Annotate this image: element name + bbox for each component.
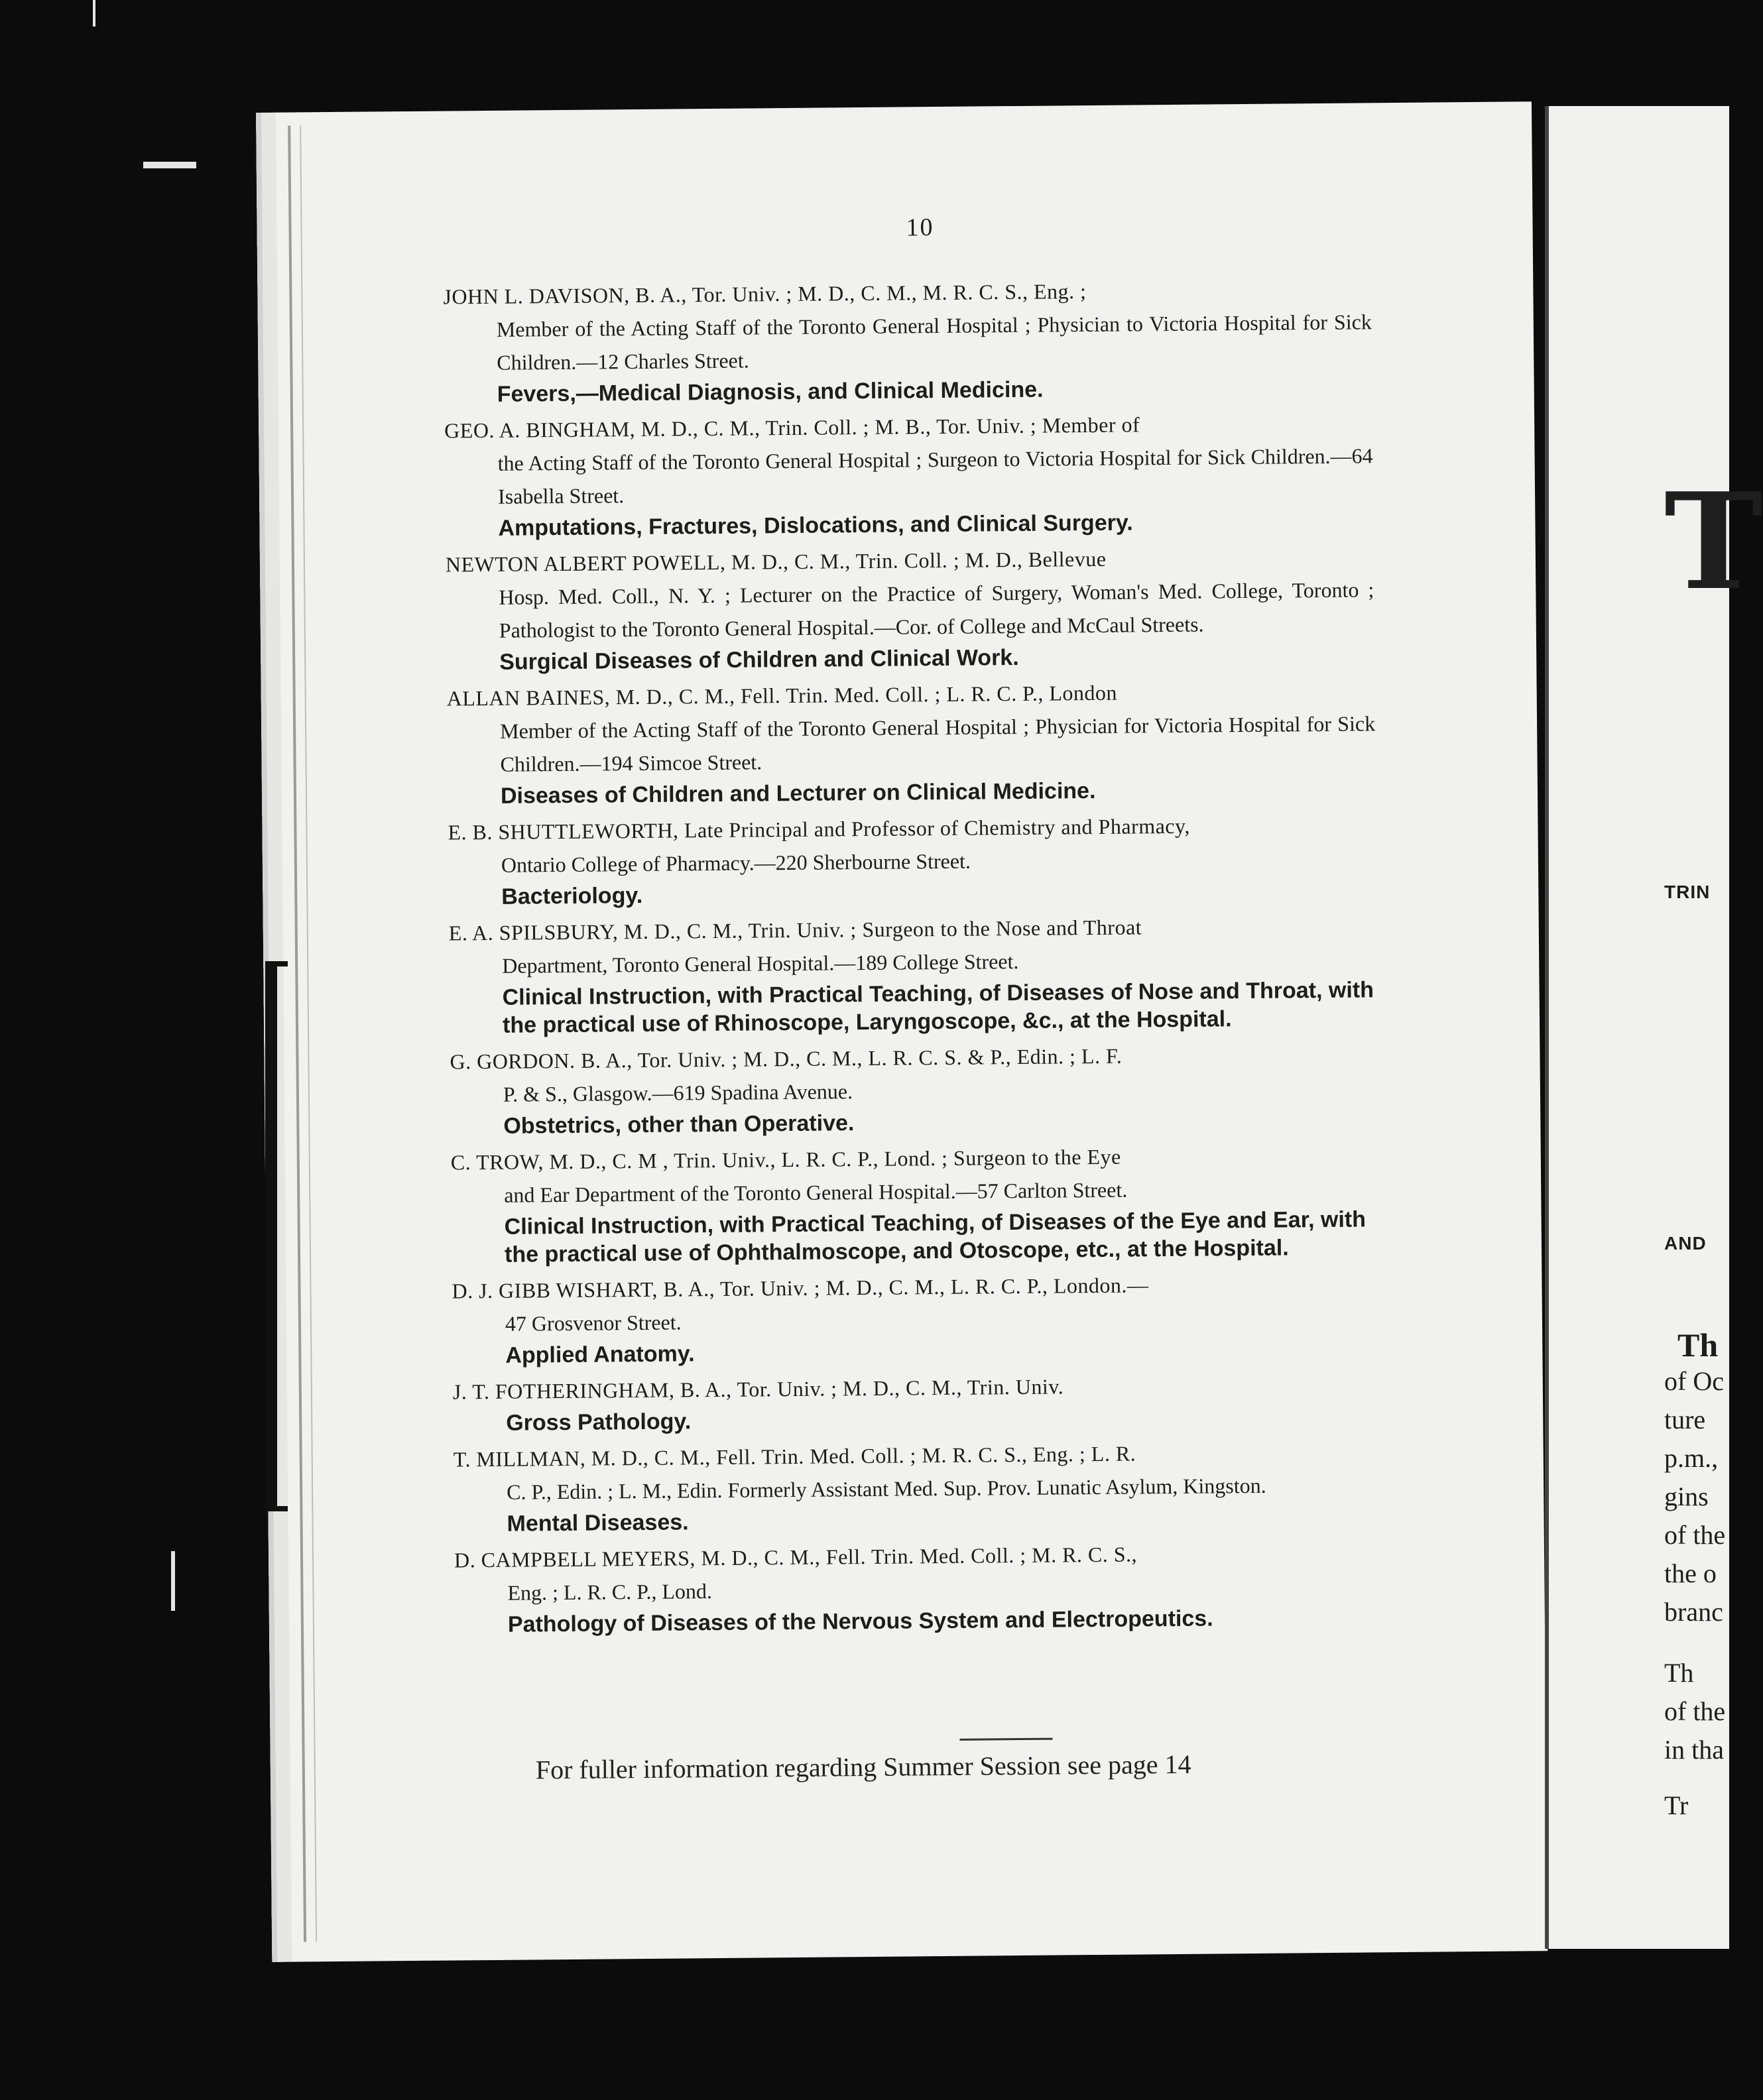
scan-mark [171,1551,175,1611]
blackletter-initial: T [1664,464,1763,620]
faculty-detail: Ontario College of Pharmacy.—220 Sherbourne Street. [501,848,971,877]
faculty-name: E. B. SHUTTLEWORTH, Late Principal and Professor of Chemistry and Pharmacy, [448,813,1191,845]
faculty-name: J. T. FOTHERINGHAM, B. A., Tor. Univ. ; M. D., C. M., Trin. Univ. [452,1374,1064,1404]
faculty-detail: Department, Toronto General Hospital.—189 College Street. [502,949,1019,978]
faculty-detail: and Ear Department of the Toronto General Hospital.—57 Carlton Street. [504,1177,1128,1207]
faculty-subject: Clinical Instruction, with Practical Teaching, of Diseases of Nose and Throat, with the practical use of Rhinoscope, Laryngoscope, &c., at the Hospital. [502,977,1374,1038]
faculty-detail: Eng. ; L. R. C. P., Lond. [507,1579,713,1605]
faculty-name: D. CAMPBELL MEYERS, M. D., C. M., Fell. Trin. Med. Coll. ; M. R. C. S., [454,1542,1138,1572]
page-border [288,126,306,1942]
scan-mark [143,162,196,168]
right-page-line: in tha [1664,1735,1724,1765]
faculty-detail: Member of the Acting Staff of the Toronto General Hospital ; Physician for Victoria Hospital for Sick Children.—194 Simcoe Street. [499,711,1376,776]
faculty-entry [454,1535,1383,1639]
right-page-line: p.m., [1664,1443,1719,1473]
right-page-line: branc [1664,1597,1723,1627]
faculty-entry [448,807,1376,911]
faculty-entry [451,1138,1380,1269]
faculty-name: E. A. SPILSBURY, M. D., C. M., Trin. Univ. ; Surgeon to the Nose and Throat [448,915,1142,945]
faculty-name: ALLAN BAINES, M. D., C. M., Fell. Trin. Med. Coll. ; L. R. C. P., London [446,680,1118,711]
right-page-line: the o [1664,1558,1717,1588]
faculty-subject: Bacteriology. [501,882,643,909]
page-number: 10 [906,213,934,242]
faculty-entry [449,908,1378,1039]
faculty-name: G. GORDON. B. A., Tor. Univ. ; M. D., C. M., L. R. C. S. & P., Edin. ; L. F. [450,1043,1123,1074]
faculty-name: JOHN L. DAVISON, B. A., Tor. Univ. ; M. D., C. M., M. R. C. S., Eng. ; [443,279,1087,309]
small-caps-heading: AND [1664,1233,1707,1254]
faculty-detail: P. & S., Glasgow.—619 Spadina Avenue. [503,1079,853,1106]
faculty-entry [447,673,1376,810]
faculty-name: T. MILLMAN, M. D., C. M., Fell. Trin. Med. Coll. ; M. R. C. S., Eng. ; L. R. [453,1441,1136,1472]
faculty-entry [450,1037,1378,1140]
margin-bracket [265,961,288,1511]
faculty-name: D. J. GIBB WISHART, B. A., Tor. Univ. ; M. D., C. M., L. R. C. P., London.— [452,1273,1149,1303]
faculty-entry [446,540,1375,676]
faculty-entry [452,1266,1380,1370]
faculty-subject: Obstetrics, other than Operative. [503,1110,855,1139]
faculty-subject: Diseases of Children and Lecturer on Clinical Medicine. [500,778,1096,809]
faculty-entry [443,272,1372,408]
faculty-subject: Clinical Instruction, with Practical Teaching, of Diseases of the Eye and Ear, with the practical use of Ophthalmoscope, and Otoscope, etc., at the Hospital. [504,1206,1367,1267]
right-page-line: of the [1664,1696,1726,1726]
faculty-subject: Mental Diseases. [507,1509,689,1537]
faculty-list [443,272,1383,1644]
faculty-detail: 47 Grosvenor Street. [505,1310,682,1336]
faculty-name: GEO. A. BINGHAM, M. D., C. M., Trin. Coll. ; M. B., Tor. Univ. ; Member of [444,412,1140,443]
large-initial-text: Th [1677,1326,1719,1364]
faculty-subject: Pathology of Diseases of the Nervous System and Electropeutics. [507,1605,1213,1637]
small-caps-heading: TRIN [1664,882,1711,902]
faculty-entry [454,1434,1382,1538]
faculty-detail: Hosp. Med. Coll., N. Y. ; Lecturer on the Practice of Surgery, Woman's Med. College, Toronto ; Pathologist to the Toronto General Hospital.—Cor. of College and McCaul Streets. [499,577,1374,642]
faculty-detail: Member of the Acting Staff of the Toronto General Hospital ; Physician to Victoria Hospital for Sick Children.—12 Charles Street. [496,310,1372,375]
scan-mark [93,0,95,27]
faculty-detail: the Acting Staff of the Toronto General Hospital ; Surgeon to Victoria Hospital for Sick Children.—64 Isabella Street. [497,443,1373,508]
faculty-subject: Surgical Diseases of Children and Clinical Work. [499,644,1019,675]
right-page-line: Th [1664,1658,1694,1688]
faculty-entry [444,406,1374,542]
faculty-subject: Fevers,—Medical Diagnosis, and Clinical Medicine. [497,377,1044,407]
faculty-subject: Applied Anatomy. [505,1341,695,1368]
right-page-line: Tr [1664,1790,1689,1820]
faculty-subject: Gross Pathology. [506,1409,692,1436]
faculty-entry [453,1367,1382,1437]
footer-note: For fuller information regarding Summer Session see page 14 [535,1749,1191,1785]
faculty-name: C. TROW, M. D., C. M , Trin. Univ., L. R. C. P., Lond. ; Surgeon to the Eye [450,1144,1121,1175]
divider-rule [959,1738,1052,1741]
page-gutter [1545,106,1549,1949]
faculty-detail: C. P., Edin. ; L. M., Edin. Formerly Assistant Med. Sup. Prov. Lunatic Asylum, Kingston. [507,1473,1266,1504]
right-page-line: gins [1664,1482,1709,1511]
right-page-line: of the [1664,1520,1726,1550]
right-page-line: of Oc [1664,1366,1724,1396]
right-page-edge [1545,106,1763,1949]
right-page-line: ture [1664,1405,1706,1434]
faculty-name: NEWTON ALBERT POWELL, M. D., C. M., Trin. Coll. ; M. D., Bellevue [445,546,1107,577]
left-page [256,101,1548,1962]
faculty-subject: Amputations, Fractures, Dislocations, and Clinical Surgery. [498,510,1133,541]
